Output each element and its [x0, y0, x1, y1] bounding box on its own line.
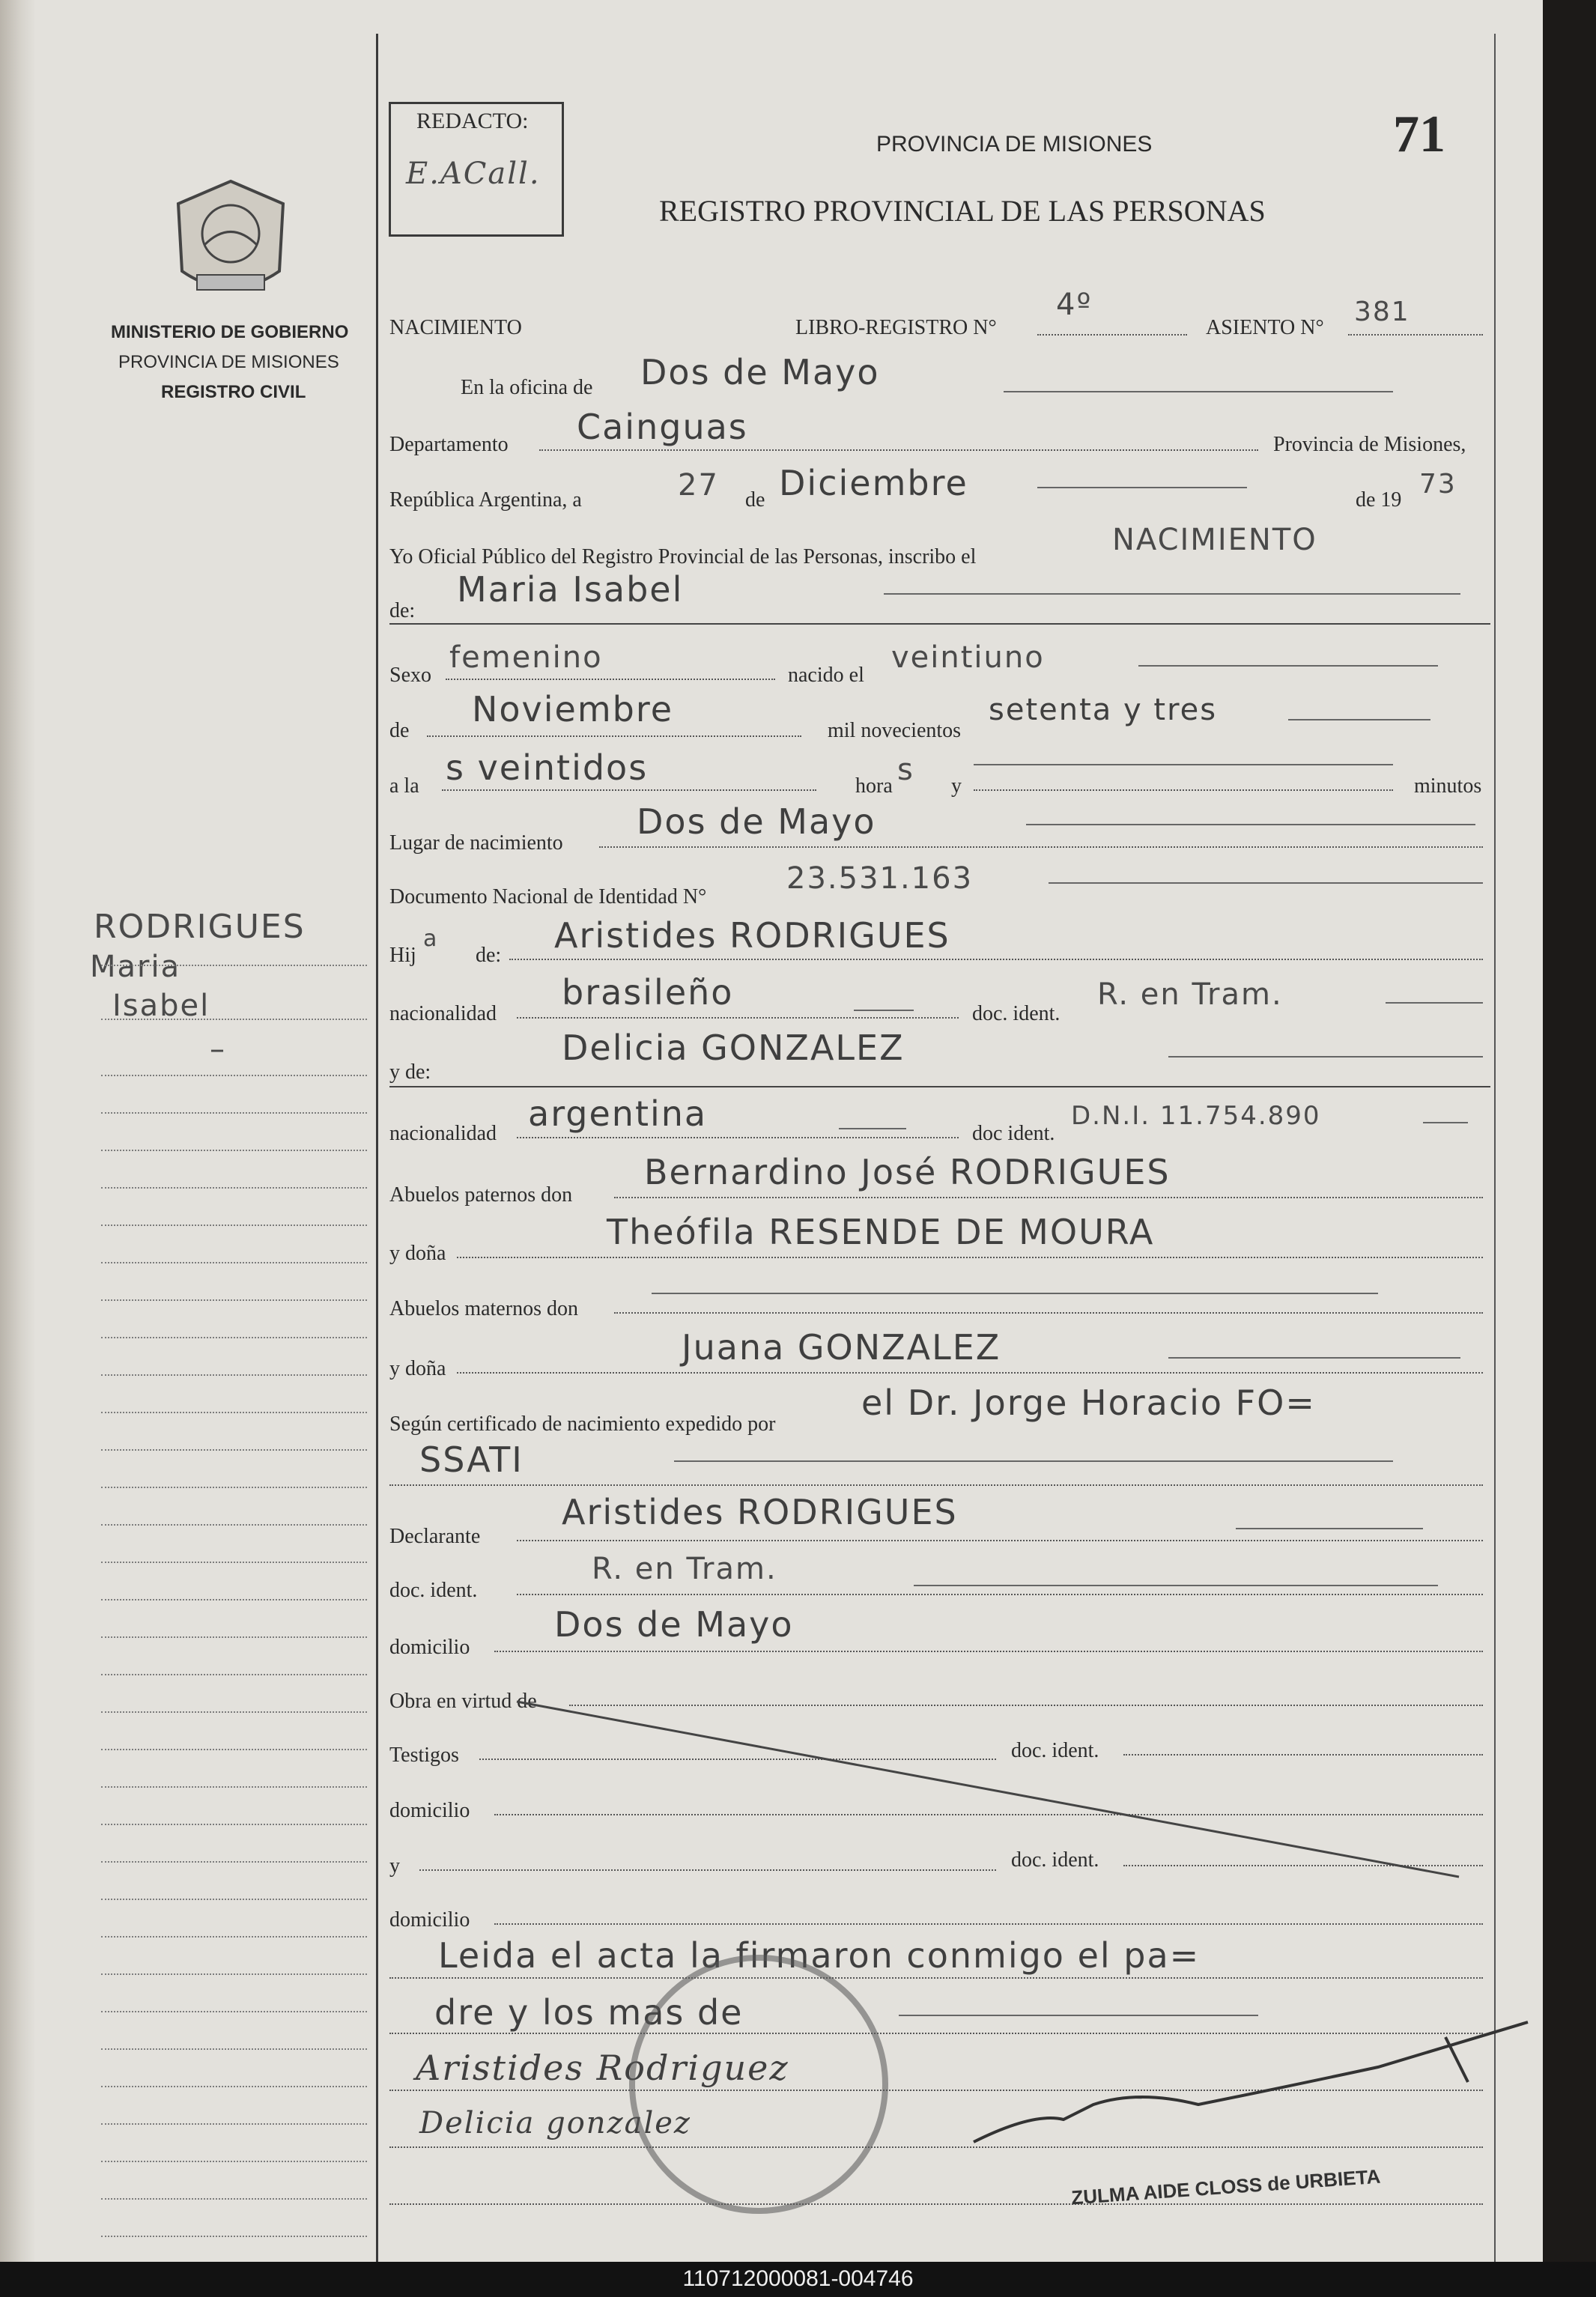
minutos-label: minutos: [1414, 774, 1482, 798]
departamento-label: Departamento: [389, 433, 509, 456]
official-label: Yo Oficial Público del Registro Provincial de las Personas, inscribo el: [389, 545, 977, 568]
ydona2-label: y doña: [389, 1357, 446, 1380]
nacimiento-label: NACIMIENTO: [389, 316, 522, 339]
ministry-line-2: PROVINCIA DE MISIONES: [118, 352, 339, 372]
father-value: Aristides RODRIGUES: [554, 915, 950, 956]
signature-mother: Delicia gonzalez: [419, 2106, 691, 2140]
docid2-label: doc ident.: [972, 1122, 1055, 1145]
ministry-line-1: MINISTERIO DE GOBIERNO: [111, 322, 349, 342]
hour-value: s veintidos: [446, 747, 649, 788]
nac2-value: argentina: [528, 1093, 708, 1134]
margin-given-1: Maria: [90, 950, 181, 984]
margin-surname: RODRIGUES: [94, 908, 306, 946]
ala-label: a la: [389, 774, 419, 798]
nac1-label: nacionalidad: [389, 1002, 497, 1025]
oficina-label: En la oficina de: [461, 376, 593, 399]
hora-label: hora: [855, 774, 893, 798]
y-label: y: [951, 774, 962, 798]
docid4-label: doc. ident.: [1011, 1739, 1099, 1762]
provincia-label: Provincia de Misiones,: [1273, 433, 1466, 456]
cert-value-2: SSATI: [419, 1439, 524, 1480]
docid5-label: doc. ident.: [1011, 1848, 1099, 1872]
year-prefix: de 19: [1356, 488, 1402, 512]
cert-value-1: el Dr. Jorge Horacio FO=: [861, 1383, 1316, 1423]
domicilio1-label: domicilio: [389, 1636, 470, 1659]
hij-label: Hij: [389, 944, 416, 967]
ab-mat-label: Abuelos maternos don: [389, 1297, 578, 1320]
de-name-label: de:: [389, 599, 416, 622]
declarante-label: Declarante: [389, 1525, 481, 1548]
obra-label: Obra en virtud de: [389, 1690, 537, 1713]
de2-label: de: [389, 719, 410, 742]
signature-father: Aristides Rodriguez: [416, 2048, 789, 2088]
libro-label: LIBRO-REGISTRO N°: [795, 316, 997, 339]
asiento-value: 381: [1354, 297, 1410, 327]
month-value: Diciembre: [779, 463, 968, 503]
mil-label: mil novecientos: [828, 719, 962, 742]
mother-value: Delicia GONZALEZ: [562, 1028, 905, 1068]
margin-dash: –: [210, 1032, 226, 1066]
domicilio3-label: domicilio: [389, 1908, 470, 1932]
sexo-value: femenino: [449, 640, 603, 675]
de-label: de: [745, 488, 765, 512]
birth-year-value: setenta y tres: [989, 693, 1218, 727]
province-heading: PROVINCIA DE MISIONES: [876, 132, 1153, 157]
docid3-value: R. en Tram.: [592, 1552, 777, 1586]
nac1-value: brasileño: [562, 972, 734, 1013]
sexo-label: Sexo: [389, 664, 431, 687]
closing-line-2: dre y los mas de: [434, 1992, 744, 2033]
birth-month-value: Noviembre: [472, 689, 674, 729]
domicilio1-value: Dos de Mayo: [554, 1604, 794, 1645]
nac2-label: nacionalidad: [389, 1122, 497, 1145]
asiento-label: ASIENTO N°: [1206, 316, 1324, 339]
docid1-value: R. en Tram.: [1097, 977, 1283, 1012]
ab-pat2-value: Theófila RESENDE DE MOURA: [607, 1212, 1155, 1252]
libro-value: 4º: [1056, 288, 1093, 322]
ab-pat-value: Bernardino José RODRIGUES: [644, 1152, 1171, 1192]
y2-label: y: [389, 1854, 400, 1878]
domicilio2-label: domicilio: [389, 1799, 470, 1822]
redacto-signature: E.ACall.: [406, 157, 541, 191]
docid2-value: D.N.I. 11.754.890: [1071, 1101, 1321, 1131]
lugar-label: Lugar de nacimiento: [389, 831, 563, 855]
testigos-label: Testigos: [389, 1744, 459, 1767]
official-value: NACIMIENTO: [1112, 523, 1317, 557]
lugar-value: Dos de Mayo: [637, 801, 876, 842]
margin-given-2: Isabel: [112, 989, 210, 1023]
year-value: 73: [1419, 469, 1457, 500]
nacido-value: veintiuno: [891, 640, 1045, 675]
document-id: 110712000081-004746: [682, 2266, 914, 2291]
hora-suffix: s: [897, 753, 914, 787]
official-seal-stamp: [629, 1955, 888, 2214]
docid1-label: doc. ident.: [972, 1002, 1061, 1025]
ydona1-label: y doña: [389, 1242, 446, 1265]
oficina-value: Dos de Mayo: [640, 352, 880, 392]
hij-de-label: de:: [476, 944, 502, 967]
closing-line-1: Leida el acta la firmaron conmigo el pa=: [438, 1935, 1201, 1976]
departamento-value: Cainguas: [577, 407, 748, 447]
stamp-footer: ZULMA AIDE CLOSS de URBIETA: [1070, 2164, 1382, 2209]
dni-label: Documento Nacional de Identidad N°: [389, 885, 707, 908]
page-number: 71: [1393, 106, 1445, 163]
day-value: 27: [678, 468, 719, 503]
ministry-line-3: REGISTRO CIVIL: [161, 382, 306, 402]
name-value: Maria Isabel: [457, 569, 684, 610]
docid3-label: doc. ident.: [389, 1579, 478, 1602]
republica-label: República Argentina, a: [389, 488, 582, 512]
ab-pat-label: Abuelos paternos don: [389, 1183, 573, 1207]
registry-title: REGISTRO PROVINCIAL DE LAS PERSONAS: [659, 194, 1266, 228]
nacido-label: nacido el: [788, 664, 864, 687]
hij-suffix: a: [423, 926, 439, 952]
cert-label: Según certificado de nacimiento expedido por: [389, 1413, 776, 1436]
dni-value: 23.531.163: [786, 861, 974, 896]
ab-mat2-value: Juana GONZALEZ: [682, 1327, 1001, 1368]
redacto-label: REDACTO:: [416, 109, 529, 133]
declarante-value: Aristides RODRIGUES: [562, 1492, 958, 1532]
yde-label: y de:: [389, 1060, 431, 1084]
